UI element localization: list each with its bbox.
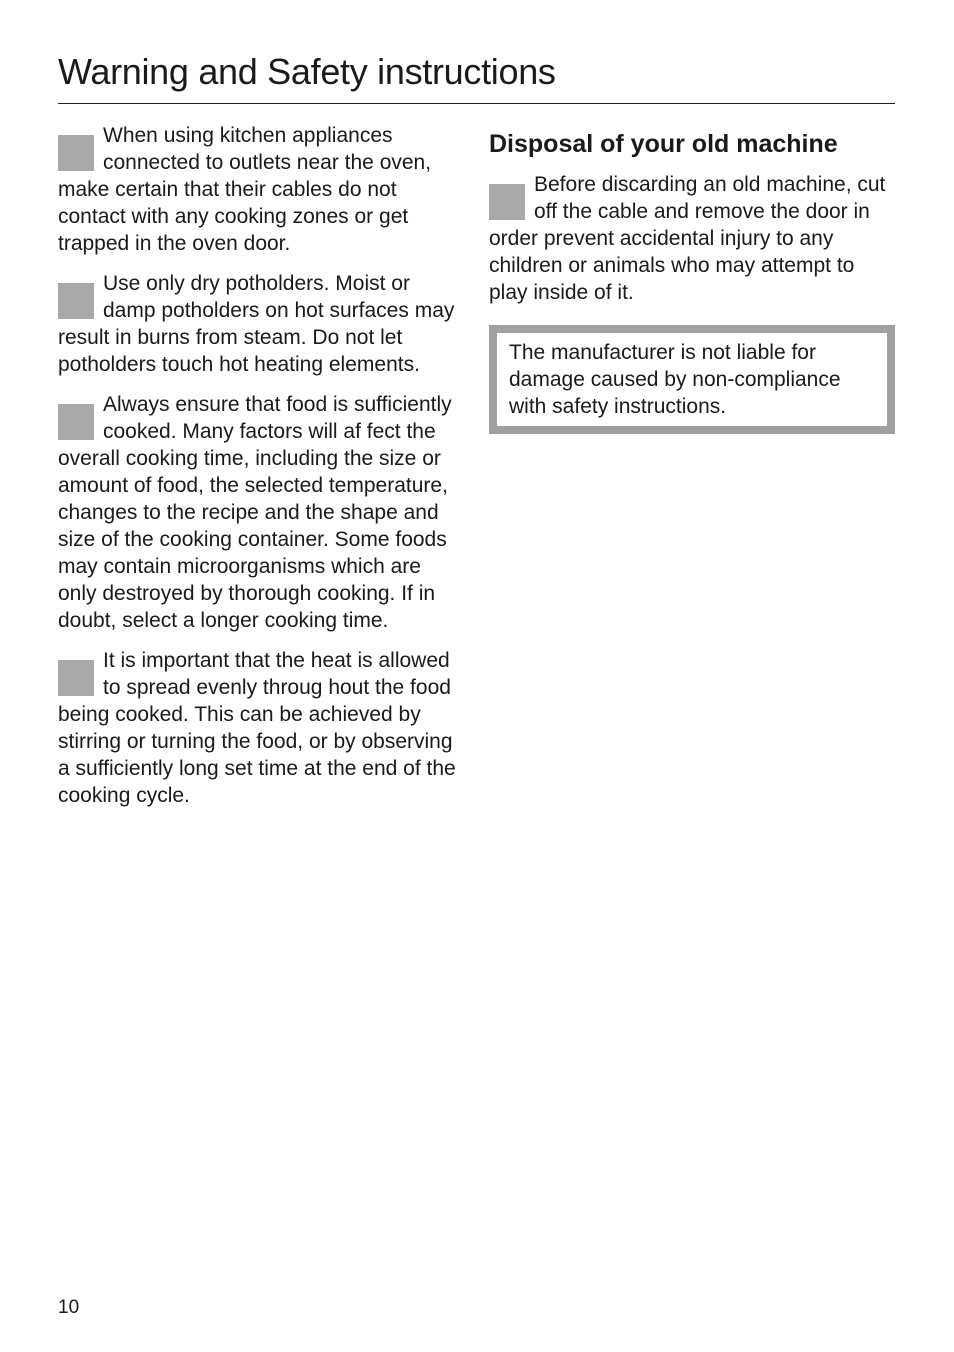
paragraph-text-lead: Use only dry potholders. Moist or damp potholders on hot surfaces: [103, 272, 410, 322]
paragraph-text-rest: hout the food being cooked. This can be achieved by stirring or turning the food, or by observing a sufficiently long set time at the end of the cooking cycle.: [58, 676, 456, 807]
left-column: [58, 122, 463, 822]
right-column: [489, 122, 894, 434]
paragraph-text-rest: door in order prevent accidental injury to any children or animals who may attempt to play inside of it.: [489, 200, 870, 304]
bullet-square-icon: [58, 660, 94, 696]
safety-paragraph-potholders: [58, 270, 463, 378]
paragraph-text-rest: fect the overall cooking time, including the size or amount of food, the selected temperature, changes to the recipe and the shape and size of the cooking container. Some foods may contain microorganisms which are only destroyed by thorough cooking. If in doubt, select a longer cooking time.: [58, 420, 448, 632]
paragraph-text-rest: oven, make certain that their cables do not contact with any cooking zones or get trapped in the oven door.: [58, 151, 432, 255]
title-divider: [58, 103, 895, 104]
bullet-square-icon: [58, 404, 94, 440]
paragraph-text-lead: It is important that the heat is allowed to spread evenly throug: [103, 649, 450, 699]
section-heading-disposal: Disposal of your old machine: [489, 130, 838, 158]
safety-paragraph-cooking: [58, 391, 463, 634]
paragraph-text-lead: Always ensure that food is sufficiently cooked. Many factors will af: [103, 393, 452, 443]
paragraph-text-rest: may result in burns from steam. Do not let potholders touch hot heating elements.: [58, 299, 455, 376]
safety-paragraph-heat: [58, 647, 463, 809]
disposal-paragraph: [489, 171, 894, 306]
safety-paragraph-cables: [58, 122, 463, 257]
bullet-square-icon: [58, 135, 94, 171]
bullet-square-icon: [489, 184, 525, 220]
paragraph-text-lead: Before discarding an old machine, cut off the cable and remove the: [534, 173, 886, 223]
bullet-square-icon: [58, 283, 94, 319]
liability-notice-box: [489, 325, 895, 434]
page-title: Warning and Safety instructions: [58, 51, 556, 92]
liability-notice-text: The manufacturer is not liable for damage caused by non-compliance with safety instructions.: [509, 341, 841, 418]
page-number: 10: [58, 1297, 80, 1318]
paragraph-text-lead: When using kitchen appliances connected to outlets near the: [103, 124, 393, 174]
